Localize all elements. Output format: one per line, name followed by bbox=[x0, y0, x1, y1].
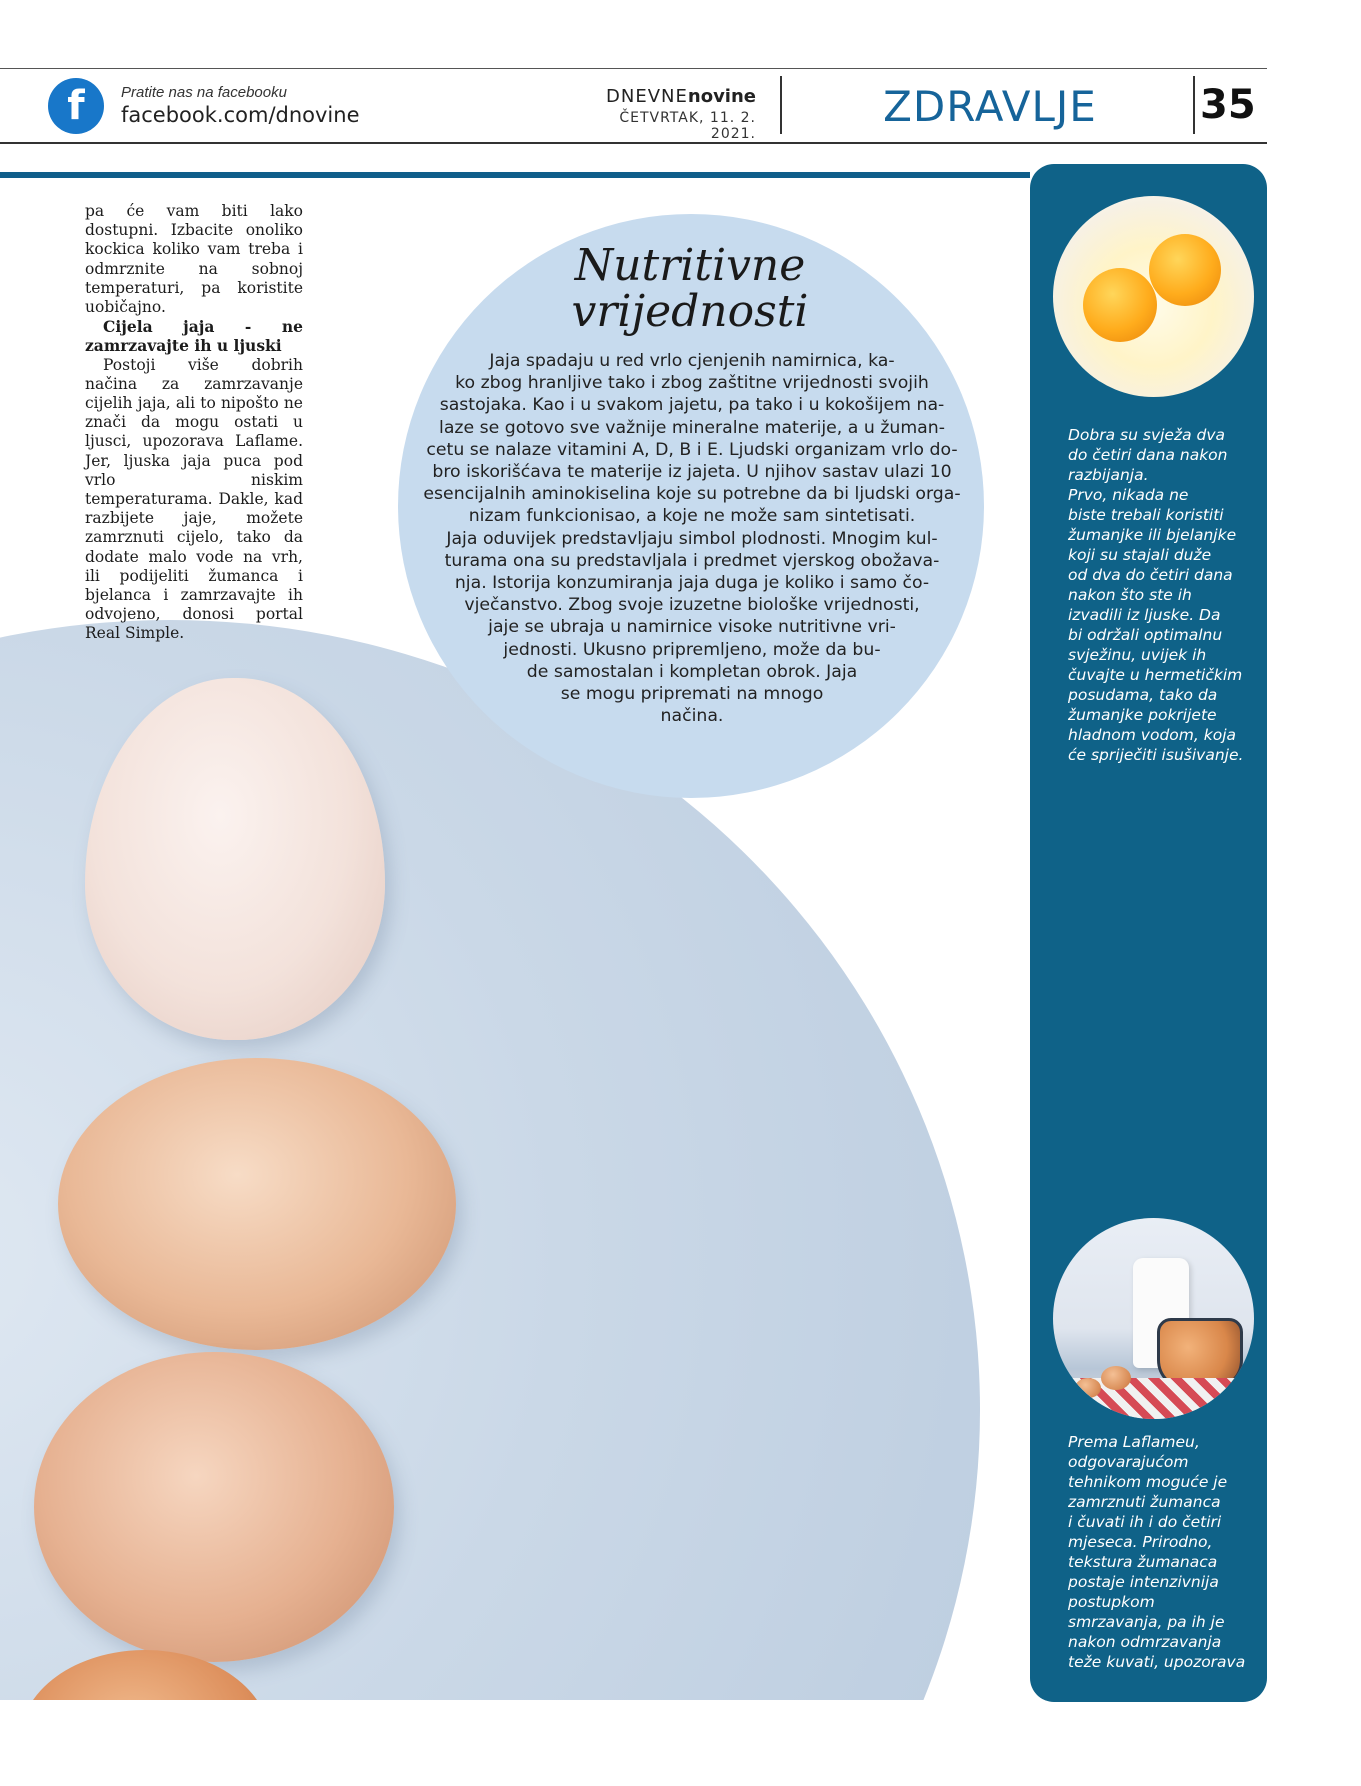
top-accent-line bbox=[0, 172, 1030, 178]
sidebar-text-line: teže kuvati, upozorava bbox=[1068, 1653, 1246, 1671]
sidebar-text-line: postaje intenzivnija bbox=[1068, 1573, 1219, 1591]
nutrition-text bbox=[414, 350, 970, 727]
brown-egg-image bbox=[58, 1058, 456, 1350]
sidebar-text-line: Dobra su svježa dva bbox=[1068, 426, 1226, 444]
nutrition-text-line: jaje se ubraja u namirnice visoke nutritivne vri- bbox=[488, 617, 896, 638]
nutrition-title-line: vrijednosti bbox=[571, 286, 809, 337]
sidebar-text-line: do četiri dana nakon bbox=[1068, 446, 1228, 464]
facebook-icon[interactable]: f bbox=[48, 78, 104, 134]
sidebar-text-line: hladnom vodom, koja bbox=[1068, 726, 1236, 744]
sidebar-text-line: čuvajte u hermetičkim bbox=[1068, 666, 1243, 684]
nutrition-text-line: Jaja spadaju u red vrlo cjenjenih namirnica, ka- bbox=[489, 351, 895, 371]
article-paragraph: pa će vam biti lako dostupni. Izbacite onoliko kockica koliko vam treba i odmrznite na sobnoj temperaturi, pa koristite uobičajno. bbox=[85, 202, 303, 317]
nutrition-text-line: esencijalnih aminokiselina koje su potrebne da bi ljudski orga- bbox=[423, 484, 961, 505]
section-title: ZDRAVLJE bbox=[883, 82, 1097, 131]
nutrition-text-line: jednosti. Ukusno pripremljeno, može da bu- bbox=[503, 639, 881, 660]
nutrition-text-line: nja. Istorija konzumiranja jaja duga je koliko i samo čo- bbox=[454, 573, 930, 594]
sidebar-text-line: postupkom bbox=[1068, 1593, 1155, 1611]
sidebar-text-line: žumanjke ili bjelanjke bbox=[1068, 526, 1237, 544]
sidebar-text-line: smrzavanja, pa ih je bbox=[1068, 1613, 1225, 1631]
sidebar-text-line: od dva do četiri dana bbox=[1068, 566, 1233, 584]
sidebar-text-line: žumanjke pokrijete bbox=[1068, 706, 1217, 724]
sidebar-text-line: i čuvati ih i do četiri bbox=[1068, 1513, 1222, 1531]
nutrition-text-line: turama ona su predstavljala i predmet vjerskog obožava- bbox=[444, 550, 940, 571]
nutrition-text-line: ko zbog hranljive tako i zbog zaštitne vrijednosti svojih bbox=[455, 373, 929, 394]
egg-image bbox=[1101, 1366, 1131, 1390]
sidebar-text-freshness bbox=[1068, 425, 1258, 765]
issue-date: ČETVRTAK, 11. 2. 2021. bbox=[619, 110, 756, 142]
sidebar-text-line: nakon odmrzavanja bbox=[1068, 1633, 1222, 1651]
brown-egg-image bbox=[34, 1352, 394, 1662]
brand-light: DNEVNE bbox=[606, 86, 688, 107]
nutrition-text-line: laze se gotovo sve važnije mineralne materije, a u žuman- bbox=[439, 417, 945, 438]
sidebar-text-line: će spriječiti isušivanje. bbox=[1068, 746, 1244, 764]
sidebar-text-line: nakon što ste ih bbox=[1068, 586, 1192, 604]
yolk-image bbox=[1083, 268, 1157, 342]
sidebar-text-line: izvadili iz ljuske. Da bbox=[1068, 606, 1221, 624]
facebook-prompt: Pratite nas na facebooku bbox=[121, 84, 287, 101]
nutrition-text-line: vječanstvo. Zbog svoje izuzetne biološke vrijednosti, bbox=[464, 595, 920, 616]
article-subheading: Cijela jaja - ne zamrzavajte ih u ljuski bbox=[85, 317, 303, 356]
sidebar-text-line: razbijanja. bbox=[1068, 466, 1149, 484]
nutrition-text-line: sastojaka. Kao i u svakom jajetu, pa tako i u kokošijem na- bbox=[439, 395, 945, 416]
brand-bold: novine bbox=[687, 86, 756, 107]
sidebar-text-line: zamrznuti žumanca bbox=[1068, 1493, 1221, 1511]
sidebar-text-line: tehnikom moguće je bbox=[1068, 1473, 1228, 1491]
header-divider bbox=[1193, 76, 1195, 134]
facebook-link[interactable]: facebook.com/dnovine bbox=[121, 103, 360, 127]
sidebar-text-line: odgovarajućom bbox=[1068, 1453, 1189, 1471]
sidebar-text-freezing bbox=[1068, 1432, 1258, 1672]
nutrition-text-line: se mogu pripremati na mnogo bbox=[560, 684, 824, 705]
nutrition-text-line: cetu se nalaze vitamini A, D, B i E. Ljudski organizam vrlo do- bbox=[426, 439, 958, 460]
sidebar-text-line: mjeseca. Prirodno, bbox=[1068, 1533, 1213, 1551]
sidebar-text-line: posudama, tako da bbox=[1068, 686, 1218, 704]
sidebar-text-line: biste trebali koristiti bbox=[1068, 506, 1224, 524]
page-number: 35 bbox=[1200, 82, 1256, 128]
nutrition-text-line: načina. bbox=[660, 706, 724, 727]
egg-image bbox=[1075, 1378, 1101, 1398]
egg-yolks-photo bbox=[1053, 196, 1254, 397]
sidebar-text-line: Prema Laflameu, bbox=[1068, 1433, 1200, 1451]
sidebar-text-line: bi održali optimalnu bbox=[1068, 626, 1223, 644]
egg-basket-photo bbox=[1053, 1218, 1254, 1419]
nutrition-title bbox=[520, 240, 860, 337]
nutrition-text-line: Jaja oduvijek predstavljaju simbol plodnosti. Mnogim kul- bbox=[446, 528, 938, 549]
nutrition-title-line: Nutritivne bbox=[574, 240, 806, 291]
sidebar-text-line: tekstura žumanaca bbox=[1068, 1553, 1218, 1571]
nutrition-text-line: de samostalan i kompletan obrok. Jaja bbox=[526, 661, 858, 682]
article-paragraph: Postoji više dobrih načina za zamrzavanje cijelih jaja, ali to nipošto ne znači da mogu ostati u ljusci, upozorava Laflame. Jer, ljuska jaja puca pod vrlo niskim temperaturama. Dakle, kad razbijete jaje, možete zamrznuti cijelo, tako da dodate malo vode na vrh, ili podijeliti žumanca i bjelanca i zamrzavajte ih odvojeno, donosi portal Real Simple. bbox=[85, 355, 303, 643]
sidebar-text-line: Prvo, nikada ne bbox=[1068, 486, 1189, 504]
article-column bbox=[85, 202, 303, 644]
nutrition-text-line: bro iskorišćava te materije iz jajeta. U njihov sastav ulazi 10 bbox=[432, 462, 952, 483]
sidebar-text-line: svježinu, uvijek ih bbox=[1068, 646, 1207, 664]
yolk-image bbox=[1149, 234, 1221, 306]
nutrition-text-line: nizam funkcionisao, a koje ne može sam sintetisati. bbox=[468, 506, 916, 527]
sidebar-text-line: koji su stajali duže bbox=[1068, 546, 1212, 564]
